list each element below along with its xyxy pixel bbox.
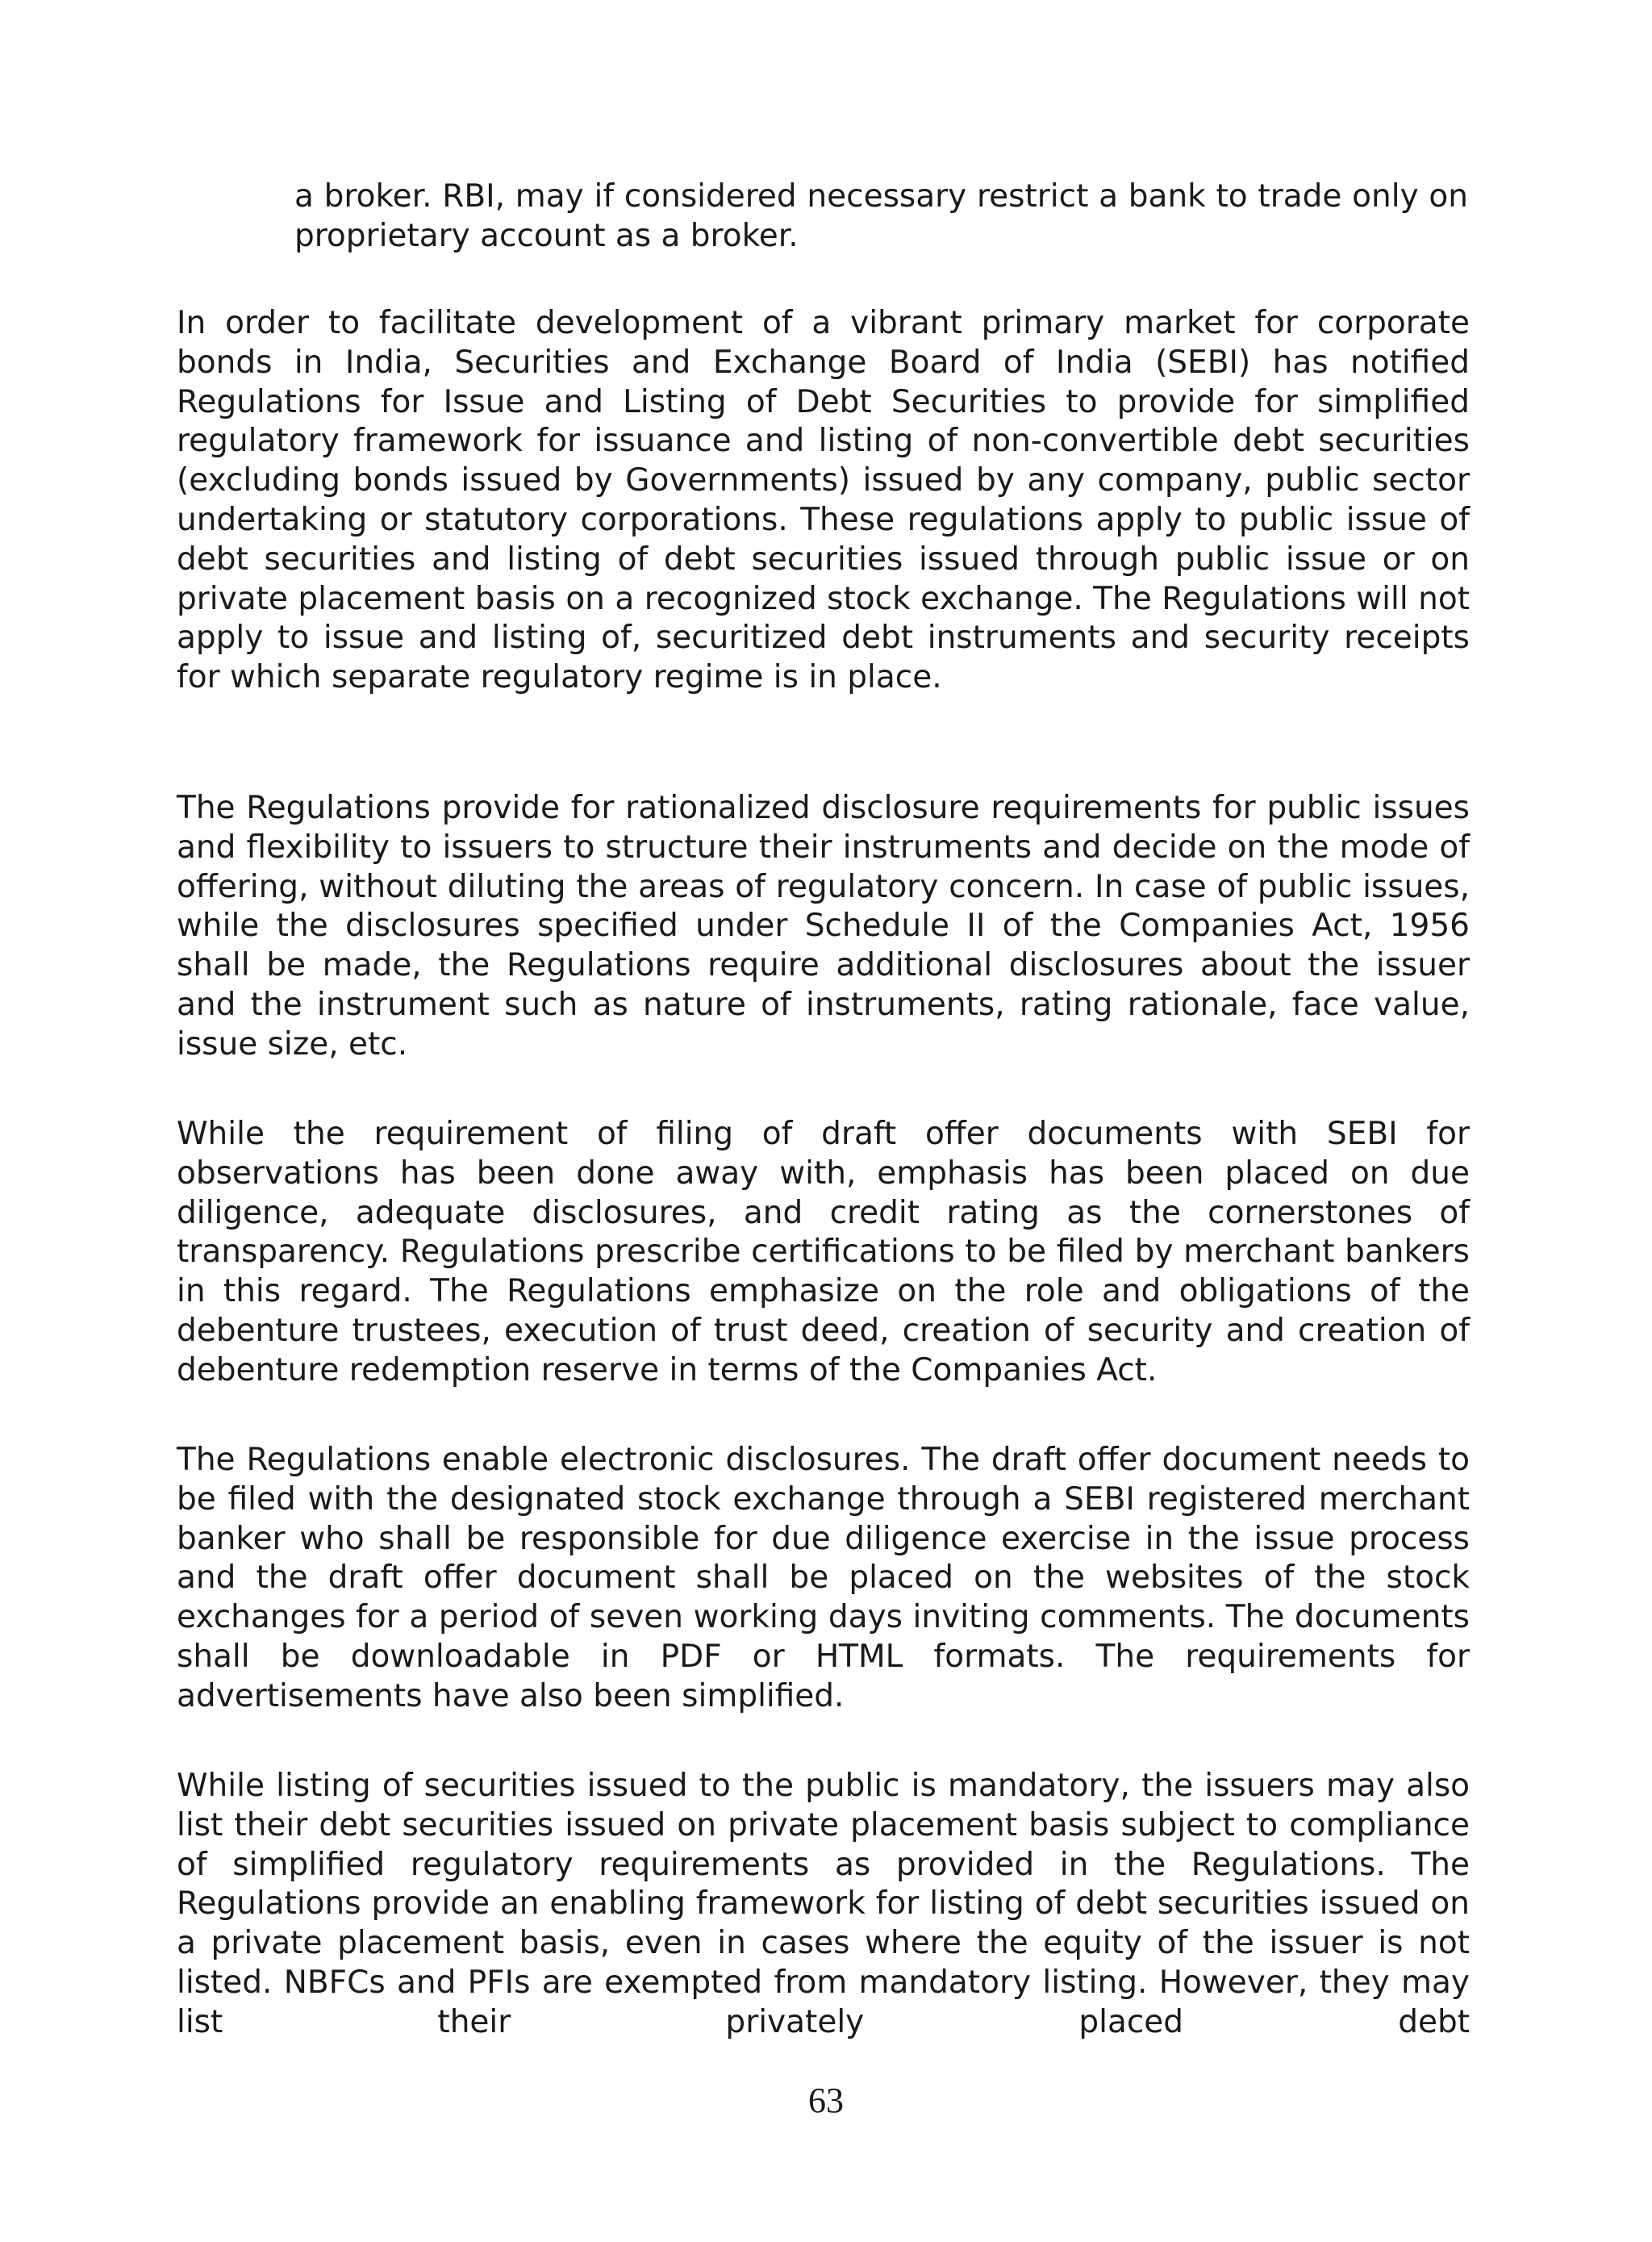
paragraph-sebi-regulations-intro: In order to facilitate development of a vibrant primary market for corporate bonds in India, Securities and Exchange Board of India (SEBI) has notified Regulations for Issue and Listing of Debt Securities to provide for simplified regulatory framework for issuance and listing of non-convertible debt securities (excluding bonds issued by Governments) issued by any company, public sector undertaking or statutory corporations. These regulations apply to public issue of debt securities and listing of debt securities issued through public issue or on private placement basis on a recognized stock exchange. The Regulations will not apply to issue and listing of, securitized debt instruments and security receipts for which separate regulatory regime is in place. [177, 305, 1470, 696]
paragraph-listing: While listing of securities issued to the public is mandatory, the issuers may also list their debt securities issued on private placement basis subject to compliance of simplified regulatory requirements as provided in the Regulations. The Regulations provide an enabling framework for listing of debt securities issued on a private placement basis, even in cases where the equity of the issuer is not listed. NBFCs and PFIs are exempted from mandatory listing. However, they may list their privately placed debt [177, 1768, 1470, 2040]
page-number: 63 [808, 2081, 844, 2120]
paragraph-due-diligence: While the requirement of filing of draft offer documents with SEBI for observations has been done away with, emphasis has been placed on due diligence, adequate disclosures, and credit rating as the cornerstones of transparency. Regulations prescribe certifications to be filed by merchant bankers in this regard. The Regulations emphasize on the role and obligations of the debenture trustees, execution of trust deed, creation of security and creation of debenture redemption reserve in terms of the Companies Act. [177, 1116, 1470, 1388]
paragraph-electronic-disclosures: The Regulations enable electronic disclosures. The draft offer document needs to be filed with the designated stock exchange through a SEBI registered merchant banker who shall be responsible for due diligence exercise in the issue process and the draft offer document shall be placed on the websites of the stock exchanges for a period of seven working days inviting comments. The documents shall be downloadable in PDF or HTML formats. The requirements for advertisements have also been simplified. [177, 1442, 1470, 1714]
paragraph-disclosure-requirements: The Regulations provide for rationalized disclosure requirements for public issues and flexibility to issuers to structure their instruments and decide on the mode of offering, without diluting the areas of regulatory concern. In case of public issues, while the disclosures specified under Schedule II of the Companies Act, 1956 shall be made, the Regulations require additional disclosures about the issuer and the instrument such as nature of instruments, rating rationale, face value, issue size, etc. [177, 790, 1470, 1063]
paragraph-continuation: a broker. RBI, may if considered necessary restrict a bank to trade only on proprietary account as a broker. [294, 178, 1468, 254]
